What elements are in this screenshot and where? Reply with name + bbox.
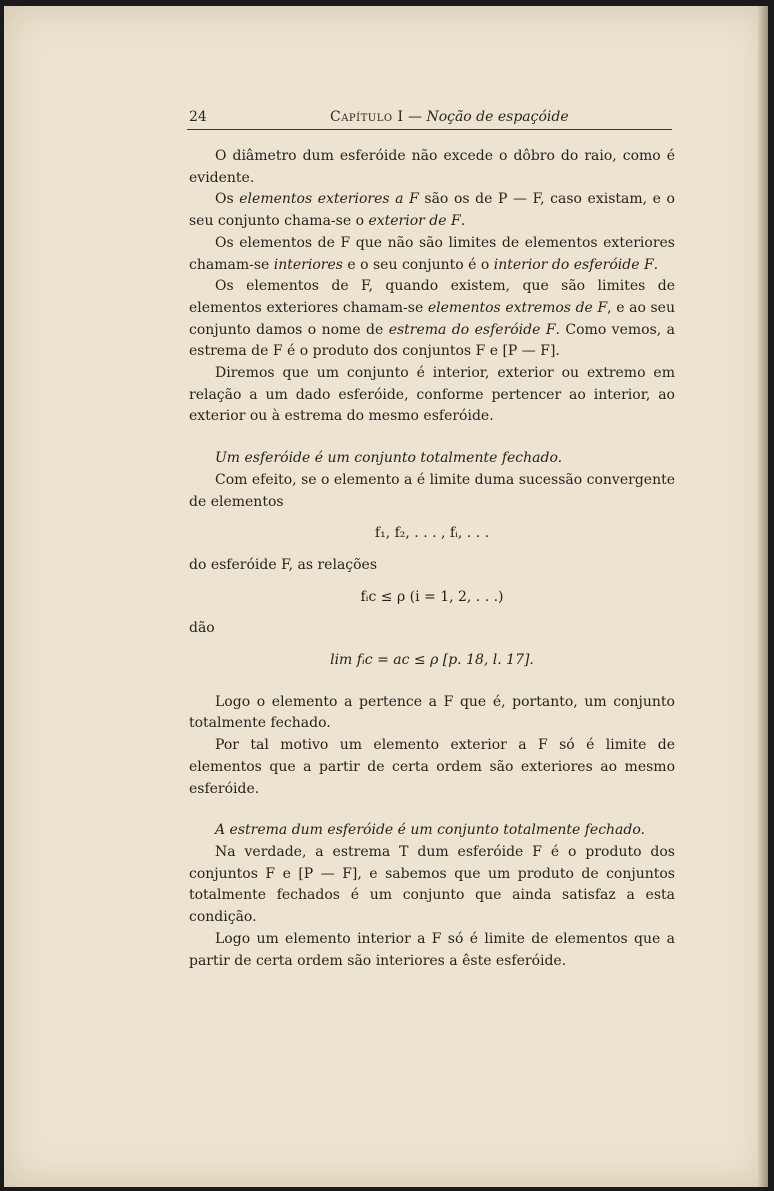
formula-limit: lim fᵢc = ac ≤ ρ [p. 18, l. 17]. [330,652,534,669]
text: Os [215,191,240,208]
paragraph [189,189,675,232]
text: . [460,213,466,230]
paragraph [189,276,675,363]
text: , e ao seu conjunto damos o nome de [189,299,675,338]
paragraph: Por tal motivo um elemento exterior a F só é limite de elementos que a partir de certa ordem são exteriores ao mesmo esferóide. [189,737,675,797]
header-dash: — [407,109,422,125]
text: Os elementos de F, quando existem, que são limites de elementos exteriores chamam-se [189,278,675,316]
paragraph: O diâmetro dum esferóide não excede o dôbro do raio, como é evidente. [189,148,675,186]
term: exterior de F [368,213,461,230]
term: elementos exteriores a F [239,191,419,208]
text: são os de P — F, caso existam, e o seu conjunto chama-se o [189,191,675,230]
text: . Como vemos, a estrema de F é o produto dos conjuntos F e [P — F]. [189,321,675,360]
spacer [189,800,675,820]
paragraph: do esferóide F, as relações [189,556,378,573]
theorem-statement: Um esferóide é um conjunto totalmente fechado. [215,450,563,467]
page-number: 24 [189,109,207,125]
term: interior do esferóide F [493,256,654,273]
paragraph: Logo o elemento a pertence a F que é, portanto, um conjunto totalmente fechado. [189,693,675,732]
page-body [189,146,675,972]
spacer [189,682,675,692]
term: elementos extremos de F [427,299,608,316]
paragraph: Logo um elemento interior a F só é limite de elementos que a partir de certa ordem são interiores a êste esferóide. [189,930,675,969]
term: estrema do esferóide F [388,321,556,338]
header-chapter: Capítulo I [330,109,404,125]
paragraph: Diremos que um conjunto é interior, exterior ou extremo em relação a um dado esferóide, conforme pertencer ao interior, ao exterior ou à estrema do mesmo esferóide. [189,365,675,425]
paragraph: Com efeito, se o elemento a é limite duma sucessão convergente de elementos [189,471,675,510]
formula-sequence: f₁, f₂, . . . , fᵢ, . . . [374,525,490,542]
theorem-statement: A estrema dum esferóide é um conjunto totalmente fechado. [215,822,645,839]
header-subtitle: Noção de espaçóide [426,109,569,125]
paragraph: Na verdade, a estrema T dum esferóide F é o produto dos conjuntos F e [P — F], e sabemos que um produto de conjuntos totalmente fechados é um conjunto que ainda satisfaz a esta condição. [189,843,675,926]
header-title [330,109,569,125]
formula-relations: fᵢc ≤ ρ (i = 1, 2, . . .) [360,588,504,605]
page-edge [758,6,768,1187]
term: interiores [273,256,343,273]
text: e o seu conjunto é o [342,256,494,273]
spacer [189,428,675,448]
text: . [653,256,659,273]
paragraph: dão [189,620,215,637]
text: Os elementos de F que não são limites de elementos exteriores chamam-se [189,234,675,273]
paragraph [189,233,675,276]
running-header [187,103,672,130]
